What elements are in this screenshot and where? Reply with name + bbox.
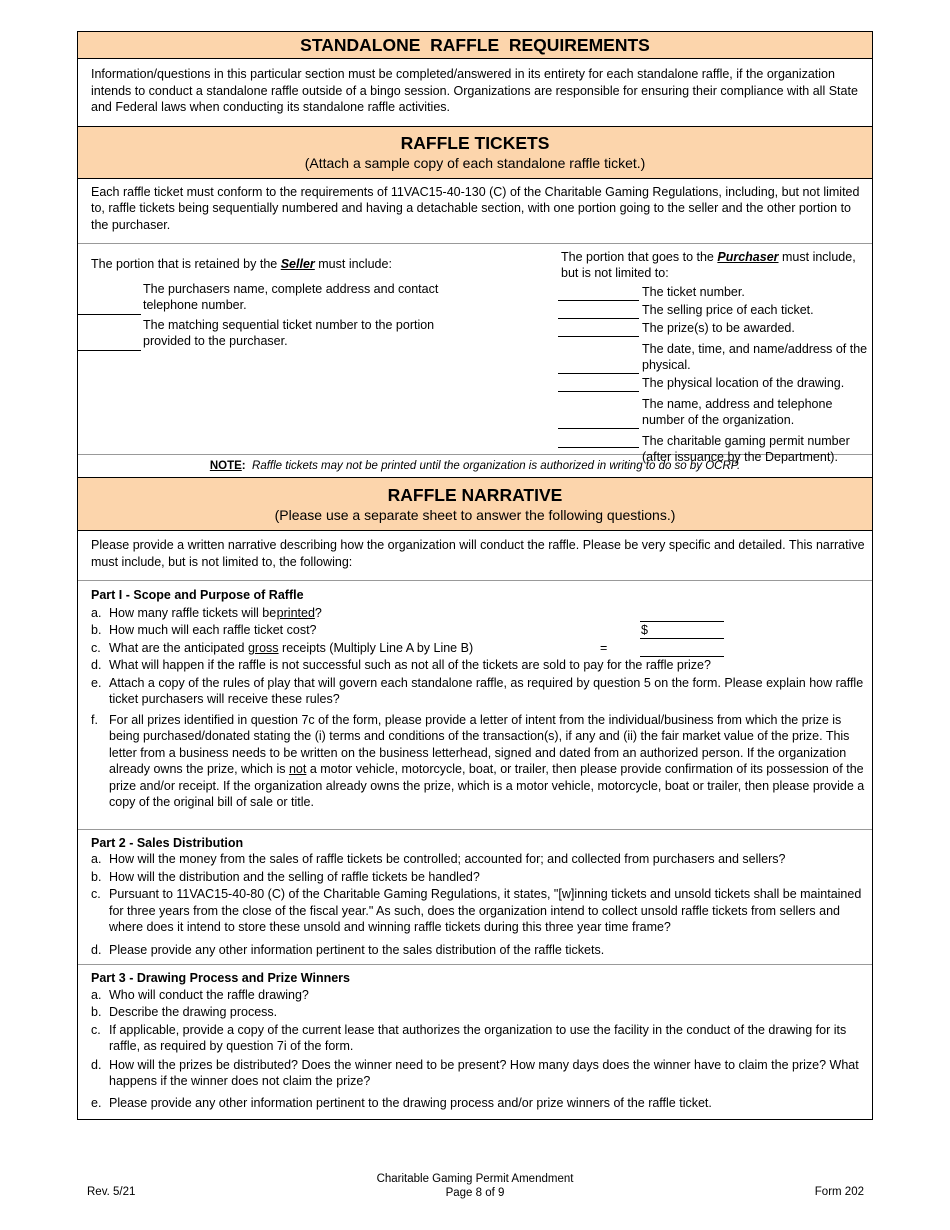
question-underlined-word: not	[288, 762, 307, 776]
purchaser-heading-post: must include, but is not limited to:	[561, 250, 856, 280]
note-label: NOTE	[209, 460, 242, 472]
question-text-end: receipts (Multiply Line A by Line B)	[282, 640, 474, 655]
form-frame	[77, 31, 873, 1120]
part2-question	[91, 869, 868, 886]
question-letter: e.	[91, 1095, 102, 1110]
question-letter: a.	[91, 852, 102, 866]
question-text: Pursuant to 11VAC15-40-80 (C) of the Charitable Gaming Regulations, it states, "[w]inning tickets and unsold tickets shall be maintained for three years from the close of the fiscal year." As such, does the organization intend to collect unsold raffle tickets from sellers and where does it intend to store these unsold and winning raffle tickets during this three year time frame?	[109, 887, 862, 934]
question-text: Please provide any other information pertinent to the sales distribution of the raffle tickets.	[109, 942, 605, 957]
purchaser-item-blank[interactable]	[558, 428, 639, 429]
part3-question	[91, 1095, 868, 1112]
equals-sign: =	[600, 640, 608, 655]
raffle-tickets-title: RAFFLE TICKETS	[400, 132, 550, 153]
question-text: Attach a copy of the rules of play that will govern each standalone raffle, as required by question 5 on the form. Please explain how raffle ticket purchasers will receive these rules?	[109, 675, 864, 706]
tickets-note: NOTE: Raffle tickets may not be printed until the organization is authorized in writing to do so by OCRP.	[78, 455, 872, 478]
page-title: STANDALONE RAFFLE REQUIREMENTS	[300, 35, 650, 55]
part3-question	[91, 1004, 868, 1021]
raffle-narrative-title: RAFFLE NARRATIVE	[387, 485, 563, 505]
purchaser-item-text: The prize(s) to be awarded.	[642, 321, 795, 335]
part3-question	[91, 987, 868, 1004]
raffle-tickets-header	[78, 127, 872, 179]
part2-title: Part 2 - Sales Distribution	[91, 835, 244, 850]
part1-question-b	[91, 622, 868, 640]
question-text: What will happen if the raffle is not successful such as not all of the tickets are sold to pay for the raffle prize?	[109, 658, 711, 672]
purchaser-column	[561, 249, 871, 465]
tickets-printed-blank[interactable]	[640, 607, 724, 622]
raffle-narrative-intro-text: Please provide a written narrative describing how the organization will conduct the raffle. Please be very specific and detailed. This narrative must include, but is not limited to, the following:	[91, 538, 865, 569]
purchaser-item	[561, 433, 871, 465]
question-underlined-word: printed	[276, 605, 315, 620]
seller-item-text: The matching sequential ticket number to the portion provided to the purchaser.	[143, 318, 435, 348]
purchaser-heading-pre: The portion that goes to the	[561, 250, 714, 264]
purchaser-item-blank[interactable]	[558, 300, 639, 301]
purchaser-item-text: The physical location of the drawing.	[642, 376, 845, 390]
purchaser-heading	[561, 249, 871, 281]
question-text: Describe the drawing process.	[109, 1005, 278, 1019]
question-text: Please provide any other information pertinent to the drawing process and/or prize winners of the raffle ticket.	[109, 1095, 712, 1110]
footer-page-number: Page 8 of 9	[445, 1187, 505, 1199]
part1-question-c	[91, 640, 868, 658]
raffle-narrative-subtitle: (Please use a separate sheet to answer the following questions.)	[274, 507, 676, 523]
seller-item	[91, 317, 471, 349]
seller-word: Seller	[280, 257, 315, 271]
question-text: If applicable, provide a copy of the current lease that authorizes the organization to use the facility in the conduct of the drawing for its raffle, as required by question 7i of the form.	[109, 1022, 847, 1053]
purchaser-item	[561, 396, 871, 428]
seller-item-blank[interactable]	[78, 350, 141, 351]
part1-title: Part I - Scope and Purpose of Raffle	[91, 588, 304, 602]
seller-item-text: The purchasers name, complete address and contact telephone number.	[143, 282, 439, 312]
question-letter: b.	[91, 623, 102, 637]
part1-question-d	[91, 657, 868, 675]
purchaser-item	[561, 302, 871, 318]
question-letter: b.	[91, 869, 102, 884]
question-text: How much will each raffle ticket cost?	[109, 623, 317, 637]
question-letter: c.	[91, 1022, 101, 1037]
raffle-narrative-header	[78, 478, 872, 531]
question-letter: d.	[91, 1057, 102, 1072]
dollar-sign: $	[641, 623, 648, 637]
seller-heading	[91, 256, 471, 272]
question-text: Who will conduct the raffle drawing?	[109, 987, 309, 1002]
footer-center	[0, 1172, 950, 1200]
question-text-end: ?	[314, 605, 322, 620]
standalone-intro	[78, 59, 872, 127]
part3-question	[91, 1022, 868, 1055]
question-underlined-word: gross	[247, 640, 279, 655]
purchaser-item-blank[interactable]	[558, 318, 639, 319]
part3-section	[78, 965, 872, 1119]
part1-question-f	[91, 712, 868, 811]
ticket-cost-blank[interactable]	[640, 623, 724, 639]
purchaser-item-text: The date, time, and name/address of the physical.	[642, 342, 868, 372]
part2-question	[91, 886, 868, 936]
purchaser-item-blank[interactable]	[558, 336, 639, 337]
part1-question-a	[91, 605, 868, 623]
question-text: How will the money from the sales of raffle tickets be controlled; accounted for; and collected from purchasers and sellers?	[109, 852, 786, 866]
question-text-end: a motor vehicle, motorcycle, boat, or trailer, then please provide confirmation of its possession of the prize and/or receipt. If the organization already owns the prize, which is a motor vehicle, motorcycle, boat or trailer, then please provide a copy of the original bill of sale or title.	[109, 762, 865, 809]
seller-column	[91, 256, 471, 349]
purchaser-item-text: The selling price of each ticket.	[642, 303, 814, 317]
question-letter: c.	[91, 887, 101, 901]
purchaser-item	[561, 375, 871, 391]
question-letter: b.	[91, 1005, 102, 1019]
footer-form-number: Form 202	[814, 1186, 864, 1198]
standalone-intro-text: Information/questions in this particular section must be completed/answered in its entirety for each standalone raffle, if the organization intends to conduct a standalone raffle outside of a bingo session. Organizations are responsible for ensuring their compliance with all State and Federal laws when conducting its standalone raffle activities.	[91, 67, 858, 114]
question-letter: a.	[91, 605, 102, 620]
seller-heading-pre: The portion that is retained by the	[91, 257, 278, 271]
question-text: How will the prizes be distributed? Does the winner need to be present? How many days does the winner have to claim the prize? What happens if the winner does not claim the prize?	[109, 1057, 859, 1088]
seller-item-blank[interactable]	[78, 314, 141, 315]
question-letter: e.	[91, 675, 102, 690]
purchaser-item-blank[interactable]	[558, 391, 639, 392]
purchaser-item-text: The charitable gaming permit number (after issuance by the Department).	[642, 434, 850, 464]
raffle-tickets-intro-text: Each raffle ticket must conform to the requirements of 11VAC15-40-130 (C) of the Charitable Gaming Regulations, including, but not limited to, raffle tickets being sequentially numbered and having a detachable section, with one portion going to the seller and the other portion to the purchaser.	[91, 184, 860, 232]
part3-question	[91, 1057, 868, 1090]
part2-section	[78, 830, 872, 966]
purchaser-word: Purchaser	[717, 250, 779, 264]
footer-revision: Rev. 5/21	[87, 1186, 136, 1198]
question-text: How will the distribution and the selling of raffle tickets be handled?	[109, 869, 480, 884]
question-letter: c.	[91, 640, 101, 655]
gross-receipts-blank[interactable]	[640, 642, 724, 657]
part3-title: Part 3 - Drawing Process and Prize Winners	[91, 971, 350, 985]
purchaser-item	[561, 284, 871, 300]
question-text: What are the anticipated	[109, 640, 245, 655]
question-letter: a.	[91, 987, 102, 1002]
raffle-narrative-intro	[78, 531, 872, 581]
standalone-header	[78, 32, 872, 59]
purchaser-item-text: The name, address and telephone number of the organization.	[642, 397, 833, 427]
question-letter: d.	[91, 658, 102, 672]
part2-question	[91, 851, 868, 868]
seller-heading-post: must include:	[318, 257, 392, 271]
ticket-portions	[78, 244, 872, 464]
part2-question	[91, 942, 868, 959]
purchaser-item	[561, 341, 871, 373]
part1-section	[78, 581, 872, 830]
question-text: How many raffle tickets will be	[109, 605, 277, 620]
footer-form-title: Charitable Gaming Permit Amendment	[376, 1173, 574, 1185]
purchaser-item	[561, 320, 871, 336]
purchaser-item-blank[interactable]	[558, 447, 639, 448]
question-letter: d.	[91, 942, 102, 957]
seller-item	[91, 281, 471, 313]
note-text: Raffle tickets may not be printed until the organization is authorized in writing to do so by OCRP.	[252, 460, 741, 472]
raffle-tickets-subtitle: (Attach a sample copy of each standalone raffle ticket.)	[304, 154, 646, 171]
question-letter: f.	[91, 712, 98, 727]
purchaser-item-text: The ticket number.	[642, 285, 745, 299]
purchaser-item-blank[interactable]	[558, 373, 639, 374]
part1-question-e	[91, 675, 868, 708]
question-text: For all prizes identified in question 7c of the form, please provide a letter of intent from the individual/business from which the prize is being purchased/donated stating the (i) terms and conditions of the transaction(s), if any and (ii) the fair market value of the prize. This letter from a business needs to be written on the business letterhead, signed and dated from an authorized person. If the organization already owns the prize, which is	[109, 712, 850, 776]
raffle-tickets-intro	[78, 179, 872, 245]
